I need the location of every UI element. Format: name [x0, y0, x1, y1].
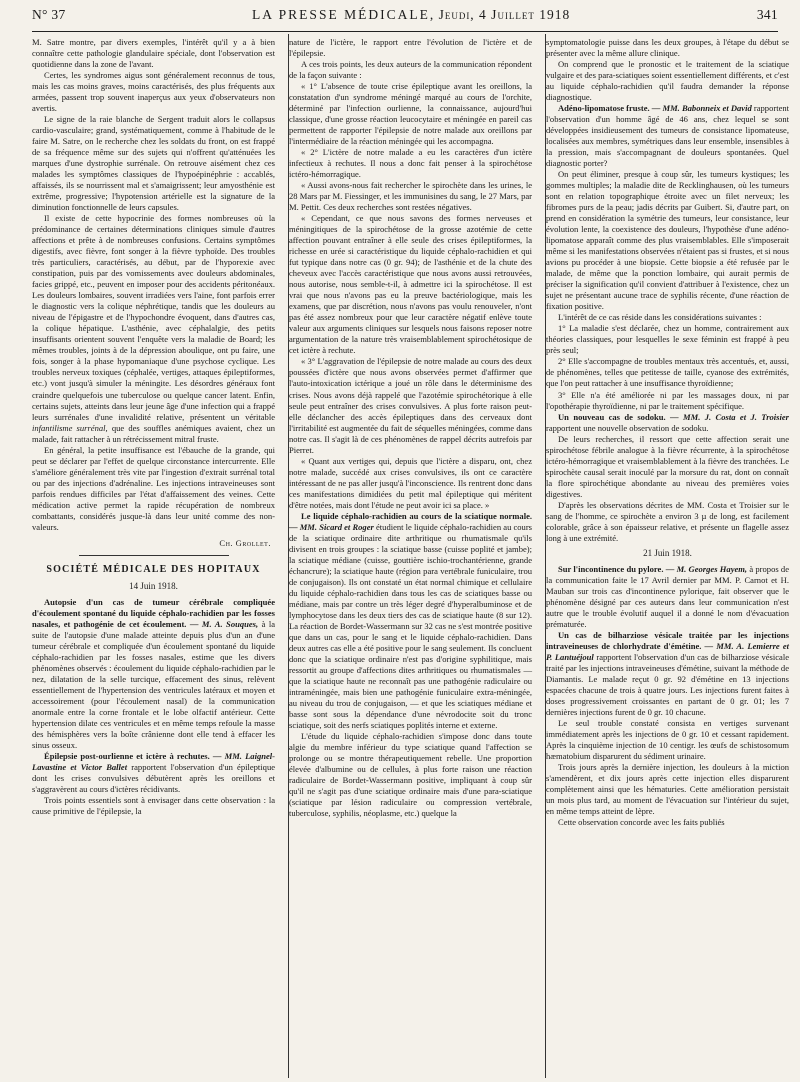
section-divider — [79, 555, 229, 556]
article-abstract — [289, 511, 532, 731]
article-authors: MM. Laignel-Lavastine et Victor Ballet — [32, 750, 275, 772]
article-authors: MM. Sicard et Roger — [299, 521, 374, 532]
article-authors: MM. A. Lemierre et P. Lantuéjoul — [546, 640, 789, 662]
paragraph: En général, la petite insuffisance est l'ébauche de la grande, qui peut se déclarer par l'effet de quelque circonstance intercurrente. Elle s'améliore généralement très vite par l'ingestion d'extrait surrénal total ou par des injections d'adrénaline. Les injections intraveineuses sont parfois rendues difficiles par l'état d'affaissement des veines. Cette médication active permet la rapide récupération de nombreux combattants, considérés jusque-là dans leur unité comme des non-valeurs. — [32, 444, 275, 532]
column-3 — [546, 37, 789, 1077]
article-text: rapportent l'observation d'un cas de bilharziose vésicale traité par les injections intraveineuses d'émétine, suivant la méthode de Diamantis. Le malade reçut 0 gr. 92 d'émétine en 13 injections espacées chacune de trois à quatre jours. Les injections furent faites à doses progressivement croissantes en partant de 0 gr. 01; les 7 dernières injections furent de 0 gr. 10 chacune. — [546, 651, 790, 717]
article-text: rapportent l'observation d'un épileptique dont les crises convulsives débutèrent après les oreillons et s'aggravèrent au cours d'ictères récidivants. — [32, 761, 276, 795]
session-date: 14 Juin 1918. — [129, 580, 178, 591]
page-header — [32, 0, 778, 32]
column-2 — [289, 37, 532, 1077]
paragraph: Le seul trouble constaté consista en vertiges survenant immédiatement après les injections de 0 gr. 10 et cessant rapidement. Après la cinquième injection de 10 centigr. les œufs de schistosomum hæmatobium disparurent du sédiment urinaire. — [546, 717, 789, 761]
italic-term: infantilisme surrénal, — [32, 422, 108, 433]
article-text: à la suite de l'autopsie d'une malade atteinte depuis plus d'un an d'une tumeur cérébrale et compliquée d'un écoulement spontané du liquide céphalo-rachidien par les fosses nasales, estime que les divers phénomènes observés : écoulement du liquide céphalo-rachidien par le nez, dilatation de la selle turcique, effacement des sinus, relèvent essentiellement de l'hypertension des ventricules latéraux et moyen et accessoirement (pour l'écoulement nasal) de la communication anormale entre la corne frontale et le lobe olfactif antérieur. Cette hypertension dilate ces ventricules et en même temps refoule la masse des hémisphères vers la boîte crânienne dont elle tend à effacer les sinus osseux. — [32, 618, 275, 750]
article-abstract — [546, 412, 789, 434]
article-title: Autopsie d'un cas de tumeur cérébrale compliquée d'écoulement spontané du liquide céphalo-rachidien par les fosses nasales, et pathogénie de cet écoulement. — — [32, 596, 275, 629]
author-signature: Ch. Grollet. — [219, 537, 271, 548]
quoted-paragraph: « Cependant, ce que nous savons des formes nerveuses et méningitiques de la spirochétose de la grosse azotémie de cette affection pouvant entraîner à elle seule des crises épileptiformes, la richesse en urée si caractéristique du liquide céphalo-rachidien et qui fut typique dans notre cas (0 gr. 94); de l'asthénie et de la chute des cheveux avec l'accès caractéristique que nous avons aussi retrouvées, nous autorise, nous semble-t-il, à admettre ici la spirochétose. Il est vrai que nous n'avons pas eu la preuve bactériologique, mais les examens, que par discrétion, nous n'avons pas voulu renouveler, n'ont pas été assez nombreux pour que leur caractère négatif enlève toute valeur aux arguments cliniques sur lesquels nous faisons reposer notre argumentation de la nature très vraisemblablement spirochétosique de cet ictère à rechute. — [289, 213, 532, 356]
page-number: 341 — [756, 7, 778, 22]
paragraph-text: que des souffles anémiques avaient, chez un malade, fait rattacher à un rétrécissement mitral fruste. — [32, 422, 275, 444]
journal-title: LA PRESSE MÉDICALE — [252, 7, 430, 22]
paragraph: A ces trois points, les deux auteurs de la communication répondent de la façon suivante : — [289, 59, 532, 81]
paragraph: nature de l'ictère, le rapport entre l'évolution de l'ictère et de l'épilepsie. — [289, 37, 532, 59]
article-abstract — [546, 103, 789, 169]
article-authors: MM. J. Costa et J. Troisier — [683, 411, 789, 422]
issue-number: N° 37 — [32, 7, 66, 22]
article-title: Sur l'incontinence du pylore. — — [558, 563, 675, 574]
article-text: à propos de la communication faite le 17 Avril dernier par MM. P. Carnot et H. Mauban sur trois cas d'incontinence pylorique, fait observer que le phénomène désigné par ces auteurs dans leur communication n'est autre que le trouble évolutif auquel il a donné le nom d'évacuation prématurée. — [546, 563, 789, 629]
article-text: étudient le liquide céphalo-rachidien au cours de la sciatique ordinaire dite arthritique ou rhumatismale qu'ils divisent en trois groupes : la sciatique basse (cuisse poplité et jambe); la sciatique médiane (cuisse, gouttière ischio-trochantérienne, grande échancrure); la sciatique haute (région para vertébrale funiculaire, trou de conjugaison). Ils ont constaté un état normal chimique et cellulaire du liquide céphalo-rachidien dans tous les cas de sciatiques basse ou médiane, mais par contre un très léger degré d'hyperalbuminose et de lymphocytose dans les deux tiers des cas de sciatique haute (8 sur 12). La réaction de Bordet-Wassermann sur 32 cas ne s'est montrée positive que dans un cas, pour le sang et le liquide céphalo-rachidien. Dans deux autres cas elle a été positive pour le sang seulement. Ils concluent donc que la sciatique ordinaire n'est pas d'origine syphilitique, mais ressortit au groupe d'affections dites arthritiques ou rhumatismales — que la sciatique haute ne reconnaît pas une pathogénie radiculaire ou intraméningée, mais bien une pathogénie funiculaire extra-méningée, au niveau du trou de conjugaison, — et que les sciatiques médiane et basse sont sous la dépendance d'une névrodocite soit du tronc sciatique, soit des nerfs sciatiques poplités interne et externe. — [289, 521, 533, 730]
issue-date: Jeudi, 4 Juillet 1918 — [438, 7, 571, 22]
article-abstract — [546, 564, 789, 630]
article-text: rapportent une nouvelle observation de sodoku. — [546, 422, 709, 433]
paragraph: D'après les observations décrites de MM. Costa et Troisier sur le sang de l'homme, ce spirochète a environ 3 µ de long, est facilement colorable, grâce à son épaisseur relative, et présente un flagelle assez long à une extrémité. — [546, 499, 789, 543]
paragraph: On peut éliminer, presque à coup sûr, les tumeurs kystiques; les gommes multiples; la maladie dite de Recklinghausen, où les tumeurs sont en relation topographique étroite avec un filet nerveux; les fibromes purs de la peau; jadis décrits par Guibert. Si, d'autre part, on prend en considération la symétrie des tumeurs, leur consistance, leur évolution lente, la coexistence des douleurs, l'hypothèse d'une adéno-lipomatose apparaît comme des plus vraisemblables. Elle s'imposerait même si les manifestations observées n'étaient pas si frustes, et si nous avions pu procéder à une biopsie. Cette biopsie a été refusée par le malade, de même que la ponction lombaire, qui aurait permis de préciser la signification qu'il convient d'attribuer à l'existence, chez un sujet ne présentant aucune trace de syphilis récente, d'une réaction de fixation positive. — [546, 169, 789, 312]
article-title: Épilepsie post-ourlienne et ictère à rechutes. — — [44, 750, 222, 761]
paragraph: L'intérêt de ce cas réside dans les considérations suivantes : — [558, 312, 762, 323]
list-item: 3° Elle n'a été améliorée ni par les massages doux, ni par l'opothérapie thyroïdienne, ni par le traitement spécifique. — [546, 389, 789, 411]
list-item: 2° Elle s'accompagne de troubles mentaux très accentués, et, aussi, de phénomènes, telles que petitesse de taille, cyanose des extrémités, que l'on peut rattacher à une insuffisance thyroïdienne; — [546, 356, 789, 389]
paragraph: On comprend que le pronostic et le traitement de la sciatique vulgaire et des para-sciatiques soient essentiellement différents, et c'est au liquide céphalo-rachidien qu'il faudra demander la réponse diagnostique. — [546, 59, 789, 103]
quoted-paragraph: « 3° L'aggravation de l'épilepsie de notre malade au cours des deux poussées d'ictère que nous avons observées permet d'affirmer que l'auto-intoxication ictérique a joué un rôle dans le déterminisme des crises. Nous avons déjà rappelé que l'azotémie spirochétorique à elle seule peut entraîner des crises convulsives. A plus forte raison peut-elle déclancher des accès épileptiques dans des cerveaux dont l'irritabilité est augmentée du fait de séquelles méningées, comme dans notre cas. Il s'agit là de ces phénomènes de rappel décrits autrefois par Pierret. — [289, 356, 532, 455]
article-authors: M. A. Souques, — [201, 618, 259, 629]
article-abstract — [32, 597, 275, 751]
session-date: 21 Juin 1918. — [643, 547, 692, 558]
quoted-paragraph: « Aussi avons-nous fait rechercher le spirochète dans les urines, le 28 Mars par M. Fiessinger, et les immunisines du sang, le 27 Mars, par M. Pettit. Ces deux recherches sont restées négatives. — [289, 180, 532, 213]
header-title-date: LA PRESSE MÉDICALE, Jeudi, 4 Juillet 1918 — [252, 7, 571, 22]
paragraph: M. Satre montre, par divers exemples, l'intérêt qu'il y a à bien connaître cette pathologie glandulaire spéciale, dont l'observation est quotidienne dans la zone de l'avant. — [32, 37, 275, 70]
text-columns — [32, 37, 790, 1077]
column-1 — [32, 37, 275, 1077]
article-title: Un cas de bilharziose vésicale traitée par les injections intraveineuses de chlorhydrate d'émétine. — — [546, 629, 789, 651]
article-title: Adéno-lipomatose fruste. — — [558, 103, 661, 114]
quoted-paragraph: « 1° L'absence de toute crise épileptique avant les oreillons, la constatation d'un syndrome méningé marqué au cours de l'orchite, déterminé par l'infection ourlienne, la connaissance, aujourd'hui classique, d'une grosse réaction leucocytaire et méningée en pareil cas permettent de rapporter l'épilepsie de notre malade aux oreillons par l'intermédiaire de la réaction méningée qui les accompagna. — [289, 81, 532, 147]
paragraph: L'étude du liquide céphalo-rachidien s'impose donc dans toute algie du membre inférieur du type sciatique quand l'affection se prolonge ou se montre thérapeutiquement rebelle. Une proportion élevée d'albumine ou de cellules, à plus forte raison une réaction radiculaire de Bordet-Wassermann positive, impliquant à coup sûr qu'il ne s'agit pas d'une sciatique ordinaire mais d'une para-sciatique (sciatique par lésion radiculaire ou compression vertébrale, tuberculose, syphilis, néoplasme, etc.) quelque la — [289, 730, 532, 819]
paragraph-text: Il existe de cette hypocrinie des formes nombreuses où la prédominance de certaines déterminations cliniques simule d'autres affections et prête à de nombreuses confusions. Certains symptômes digestifs, avec fièvre, font songer à la fièvre typhoïde. Des troubles très particuliers, caractérisés, au début, par de l'hyporexie avec constipation, puis par des vomissements avec douleurs abdominales, facies grippé, etc., peuvent en imposer pour des accidents péritonéaux. Les douleurs lombaires, souvent irradiées vers l'aine, font parfois errer le diagnostic vers la colique néphrétique, tandis que les douleurs au niveau de l'épigastre et de l'hypochondre évoquent, dans d'autres cas, la colique hépatique. L'asthénie, avec céphalalgie, des petits insuffisants orientent souvent l'enquête vers la maladie de Board; les mêmes troubles, joints à de la dépression aboulique, ont pu faire, une fois, songer à la phase hypomaniaque d'une psychose cyclique. Les troubles nerveux toxiques (céphalée, vertiges, attaques épileptiformes, etc.) vont jusqu'à simuler la méningite. Les désordres généraux font craindre quelquefois une tuberculose ou quelque cancer latent. Enfin, certains sujets, atteints dans leur jeune âge d'une infection qui a frappé leurs surrénales d'une invalidité relative, présentent un véritable — [32, 213, 275, 422]
article-authors: M. Georges Hayem, — [676, 563, 748, 574]
article-text: rapportent l'observation d'un homme âgé de 46 ans, chez lequel se sont développées insidieusement des tumeurs de consistance lipomateuse, localisées aux membres, symétriques dans leur ensemble, insensibles à la pression, mais s'accompagnant de douleurs spontanées. Quel diagnostic porter? — [546, 103, 790, 169]
article-title: Un nouveau cas de sodoku. — — [558, 411, 679, 422]
section-heading: SOCIÉTÉ MÉDICALE DES HOPITAUX — [46, 563, 261, 575]
article-abstract — [32, 751, 275, 795]
article-authors: MM. Babonneix et David — [662, 103, 752, 114]
article-title: Le liquide céphalo-rachidien au cours de la sciatique normale. — — [289, 510, 532, 532]
list-item: 1° La maladie s'est déclarée, chez un homme, contrairement aux théories classiques, pour lesquelles le sexe féminin est frappé à peu près seul; — [546, 323, 789, 356]
paragraph — [32, 213, 275, 444]
paragraph: De leurs recherches, il ressort que cette affection serait une spirochétose fébrile analogue à la fièvre récurrente, à la spirochétose ictéro-hémorragique et vraisemblablement à la fièvre des tranchées. Le spirochète causal serait inoculé par la morsure du rat, dont on connaît la flore spirochétique abondante au niveau des premières voies digestives. — [546, 433, 789, 499]
paragraph: Le signe de la raie blanche de Sergent traduit alors le collapsus cardio-vasculaire; grand, systématiquement, comme à l'habitude de le faire M. Satre, on le recherche chez les soldats du front, on est frappé de sa fréquence même sur des sujets qui n'offrent qu'atténuées les marques d'une dystrophie surrénale. On retrouve aisément chez ces malades les symptômes classiques de l'hypoépinéphrie : accablés, affaissés, ils se nourrissent mal et s'amaigrissent; leur amyosthénie est extrême, progressive; l'hypotension artérielle est la signature de la diminution fonctionnelle de leurs capsules. — [32, 114, 275, 213]
paragraph: Certes, les syndromes aigus sont généralement reconnus de tous, mais les cas moins graves, moins caractérisés, des plus fréquents aux armées, passent trop souvent inaperçus aux yeux d'observateurs non avertis. — [32, 70, 275, 114]
paragraph: Trois jours après la dernière injection, les douleurs à la miction s'amendèrent, et dix jours après cette injection elles disparurent complètement ainsi que les hématuries. Cette amélioration persistait un mois plus tard, au moment de l'évacuation sur l'intérieur du sujet, en même temps atteint de lèpre. — [546, 762, 789, 817]
quoted-paragraph: « Quant aux vertiges qui, depuis que l'ictère a disparu, ont, chez notre malade, succédé aux crises convulsives, ils ont ce caractère intéressant de ne pas aller jusqu'à l'inconscience. Ils rentrent donc dans ces manifestations dimidiées du petit mal épileptique qui méritent d'être notées, mais dont l'étude ne peut avoir ici sa place. » — [289, 455, 532, 510]
article-abstract — [546, 630, 789, 718]
paragraph: Trois points essentiels sont à envisager dans cette observation : la cause primitive de l'épilepsie, la — [32, 795, 275, 817]
quoted-paragraph: « 2° L'ictère de notre malade a eu les caractères d'un ictère infectieux à rechutes. Il nous a donc fait penser à la spirochétose ictéro-hémorragique. — [289, 147, 532, 180]
paragraph: Cette observation concorde avec les faits publiés — [558, 817, 725, 828]
paragraph: symptomatologie puisse dans les deux groupes, à l'étape du début se présenter avec la même allure clinique. — [546, 37, 789, 59]
